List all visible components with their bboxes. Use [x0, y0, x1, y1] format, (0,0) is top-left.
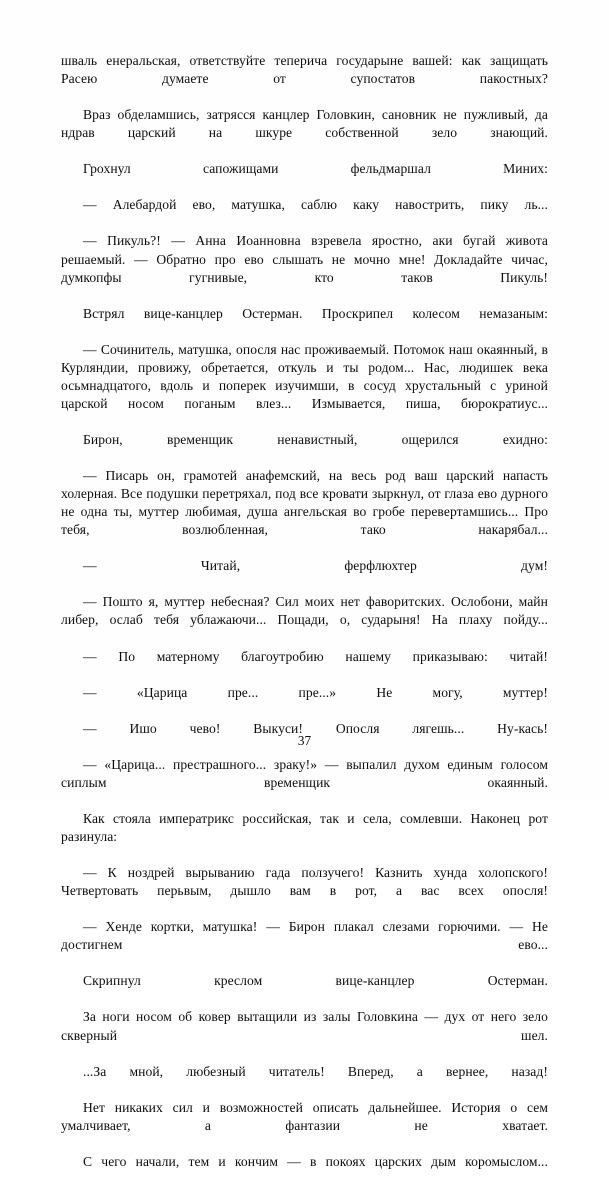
- paragraph: ...За мной, любезный читатель! Вперед, а вернее, назад!: [83, 1063, 548, 1079]
- paragraph: Нет никаких сил и возможностей описать дальнейшее. История о сем умалчивает, а фантазии не хватает.: [61, 1099, 548, 1133]
- page-number: 37: [297, 733, 312, 748]
- page-text-block: [61, 52, 548, 1189]
- paragraph: — Пошто я, муттер небесная? Сил моих нет фаворитских. Ослобони, майн либер, ослаб тебя ублажаючи... Пощади, о, сударыня! На плаху пойду...: [61, 594, 548, 628]
- paragraph: — Ишо чево! Выкуси! Опосля лягешь... Ну-кась!: [83, 720, 548, 736]
- paragraph: Бирон, временщик ненавистный, ощерился ехидно:: [83, 431, 548, 447]
- paragraph: Скрипнул креслом вице-канцлер Остерман.: [83, 973, 548, 989]
- paragraph: — Пикуль?! — Анна Иоанновна взревела яростно, аки бугай живота решаемый. — Обратно про ево слышать не мочно мне! Докладайте чичас, думкопфы гугнивые, кто таков Пикуль!: [61, 233, 548, 285]
- paragraph: Встрял вице-канцлер Остерман. Проскрипел колесом немазаным:: [83, 305, 548, 321]
- paragraph: Враз обделамшись, затрясся канцлер Головкин, сановник не пужливый, да ндрав царский на шкуре собственной зело знающий.: [61, 107, 548, 141]
- paragraph: — По матерному благоутробию нашему приказываю: читай!: [83, 648, 548, 664]
- paragraph: — «Царица... престрашного... зраку!» — выпалил духом единым голосом сиплым временщик окаянный.: [61, 756, 548, 790]
- paragraph: — «Царица пре... пре...» Не могу, муттер!: [83, 684, 548, 700]
- paragraph: — Алебардой ево, матушка, саблю каку навострить, пику ль...: [83, 197, 548, 213]
- paragraph: С чего начали, тем и кончим — в покоях царских дым коромыслом...: [83, 1153, 548, 1169]
- paragraph: Как стояла императрикс российская, так и села, сомлевши. Наконец рот разинула:: [61, 810, 548, 845]
- paragraph: шваль енеральская, ответствуйте теперича государыне вашей: как защищать Расею думаете от супостатов пакостных?: [61, 53, 548, 87]
- paragraph: — К ноздрей вырыванию гада ползучего! Казнить хунда холопского! Четвертовать перьвым, дышло вам в рот, а вас всех опосля!: [61, 865, 548, 899]
- paragraph: — Писарь он, грамотей анафемский, на весь род ваш царский напасть холерная. Все подушки перетряхал, под все кровати зыркнул, от глаза ево дурного не одна ты, муттер любимая, душа ангельская во гробе перевертамшись... Про тебя, возлюбленная, тако накарябал...: [61, 468, 548, 538]
- paragraph: Грохнул сапожищами фельдмаршал Миних:: [83, 161, 548, 177]
- paragraph: — Хенде кортки, матушка! — Бирон плакал слезами горючими. — Не достигнем ево...: [61, 919, 548, 953]
- paragraph: За ноги носом об ковер вытащили из залы Головкина — дух от него зело скверный шел.: [61, 1009, 548, 1043]
- paragraph: — Сочинитель, матушка, опосля нас проживаемый. Потомок наш окаянный, в Курляндии, провижу, обретается, откуль и ты родом... Нас, людишек века осьмнадцатого, вдоль и поперек изучимши, в сосуд хрустальный с уриной царской носом поганым влез... Измывается, пиша, бюрократиус...: [61, 341, 548, 411]
- paragraph: — Читай, ферфлюхтер дум!: [83, 558, 548, 574]
